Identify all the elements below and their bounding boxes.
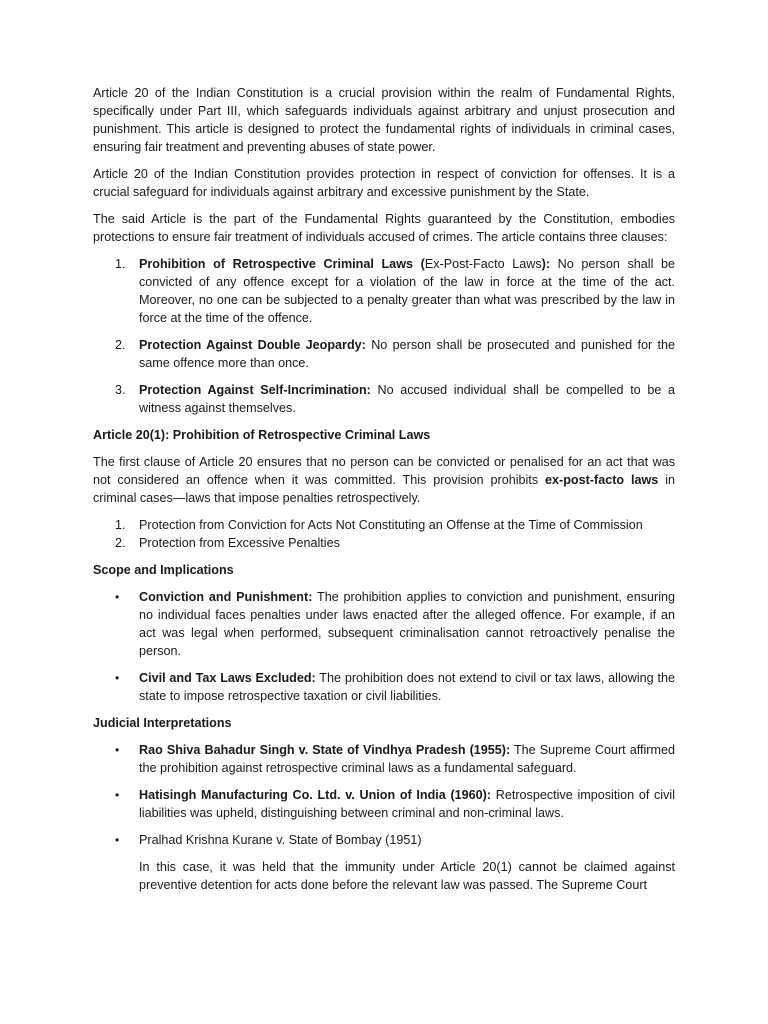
list-number: 3. <box>115 383 126 397</box>
clause-text: No person shall be prosecuted and punished for the same offence more than once. <box>139 338 675 370</box>
clause-title: Prohibition of Retrospective Criminal Laws ( <box>139 257 425 271</box>
case-text: Retrospective imposition of civil liabilities was upheld, distinguishing between criminal and non-criminal laws. <box>139 788 675 820</box>
case-title: Hatisingh Manufacturing Co. Ltd. v. Union of India (1960): <box>139 788 492 802</box>
clause-title-end: ): <box>541 257 551 271</box>
bullet-icon: • <box>115 743 120 757</box>
document-page <box>93 84 675 894</box>
list-number: 1. <box>115 518 126 532</box>
list-item <box>93 534 675 552</box>
clauses-list <box>93 255 675 417</box>
bullet-icon: • <box>115 833 120 847</box>
intro-paragraph-2: Article 20 of the Indian Constitution provides protection in respect of conviction for offenses. It is a crucial safeguard for individuals against arbitrary and excessive punishment by the State. <box>93 167 675 199</box>
bullet-icon: • <box>115 671 120 685</box>
list-number: 1. <box>115 257 126 271</box>
intro-paragraph-3: The said Article is the part of the Fundamental Rights guaranteed by the Constitution, embodies protections to ensure fair treatment of individuals accused of crimes. The article contains three clauses: <box>93 212 675 244</box>
bullet-icon: • <box>115 590 120 604</box>
clause-title: Protection Against Double Jeopardy: <box>139 338 366 352</box>
bullet-text: The prohibition applies to conviction and punishment, ensuring no individual faces penalties under laws enacted after the alleged offence. For example, if an act was legal when performed, subsequent criminalisation cannot retroactively penalise the person. <box>139 590 675 658</box>
list-item <box>93 588 675 660</box>
section1-text-after: in criminal cases—laws that impose penalties retrospectively. <box>93 473 675 505</box>
list-item <box>93 786 675 822</box>
list-item <box>93 381 675 417</box>
clause-title-plain: Ex-Post-Facto Laws <box>424 257 542 271</box>
bullet-text: The prohibition does not extend to civil or tax laws, allowing the state to impose retrospective taxation or civil liabilities. <box>139 671 675 703</box>
clause-text: No person shall be convicted of any offence except for a violation of the law in force at the time of the act. Moreover, no one can be subjected to a penalty greater than what was prescribed by the law in force at the time of the offence. <box>139 257 676 325</box>
case-note-paragraph: In this case, it was held that the immunity under Article 20(1) cannot be claimed against preventive detention for acts done before the relevant law was passed. The Supreme Court <box>139 860 675 892</box>
list-item <box>93 831 675 849</box>
list-item <box>93 255 675 327</box>
case-title: Rao Shiva Bahadur Singh v. State of Vindhya Pradesh (1955): <box>139 743 511 757</box>
protections-list <box>93 516 675 552</box>
section1-bold-term: ex-post-facto laws <box>545 473 659 487</box>
scope-list <box>93 588 675 705</box>
clause-title: Protection Against Self-Incrimination: <box>139 383 371 397</box>
list-number: 2. <box>115 338 126 352</box>
list-item <box>93 741 675 777</box>
judicial-list <box>93 741 675 849</box>
section-heading-scope: Scope and Implications <box>93 563 234 577</box>
section1-text-before: The first clause of Article 20 ensures that no person can be convicted or penalised for an act that was not considered an offence when it was committed. This provision prohibits <box>93 455 675 487</box>
bullet-title: Civil and Tax Laws Excluded: <box>139 671 316 685</box>
case-text: The Supreme Court affirmed the prohibition against retrospective criminal laws as a fundamental safeguard. <box>139 743 675 775</box>
list-item <box>93 336 675 372</box>
list-item-text: Protection from Conviction for Acts Not Constituting an Offense at the Time of Commission <box>139 518 643 532</box>
section1-paragraph <box>93 453 675 507</box>
list-item <box>93 669 675 705</box>
bullet-title: Conviction and Punishment: <box>139 590 313 604</box>
bullet-icon: • <box>115 788 120 802</box>
section-heading-judicial: Judicial Interpretations <box>93 716 232 730</box>
clause-text: No accused individual shall be compelled to be a witness against themselves. <box>139 383 675 415</box>
case-text: Pralhad Krishna Kurane v. State of Bombay (1951) <box>139 833 422 847</box>
intro-paragraph-1: Article 20 of the Indian Constitution is a crucial provision within the realm of Fundamental Rights, specifically under Part III, which safeguards individuals against arbitrary and unjust prosecution and punishment. This article is designed to protect the fundamental rights of individuals in criminal cases, ensuring fair treatment and preventing abuses of state power. <box>93 86 675 154</box>
list-item-text: Protection from Excessive Penalties <box>139 536 340 550</box>
section-heading-article-20-1: Article 20(1): Prohibition of Retrospective Criminal Laws <box>93 428 431 442</box>
list-number: 2. <box>115 536 126 550</box>
list-item <box>93 516 675 534</box>
